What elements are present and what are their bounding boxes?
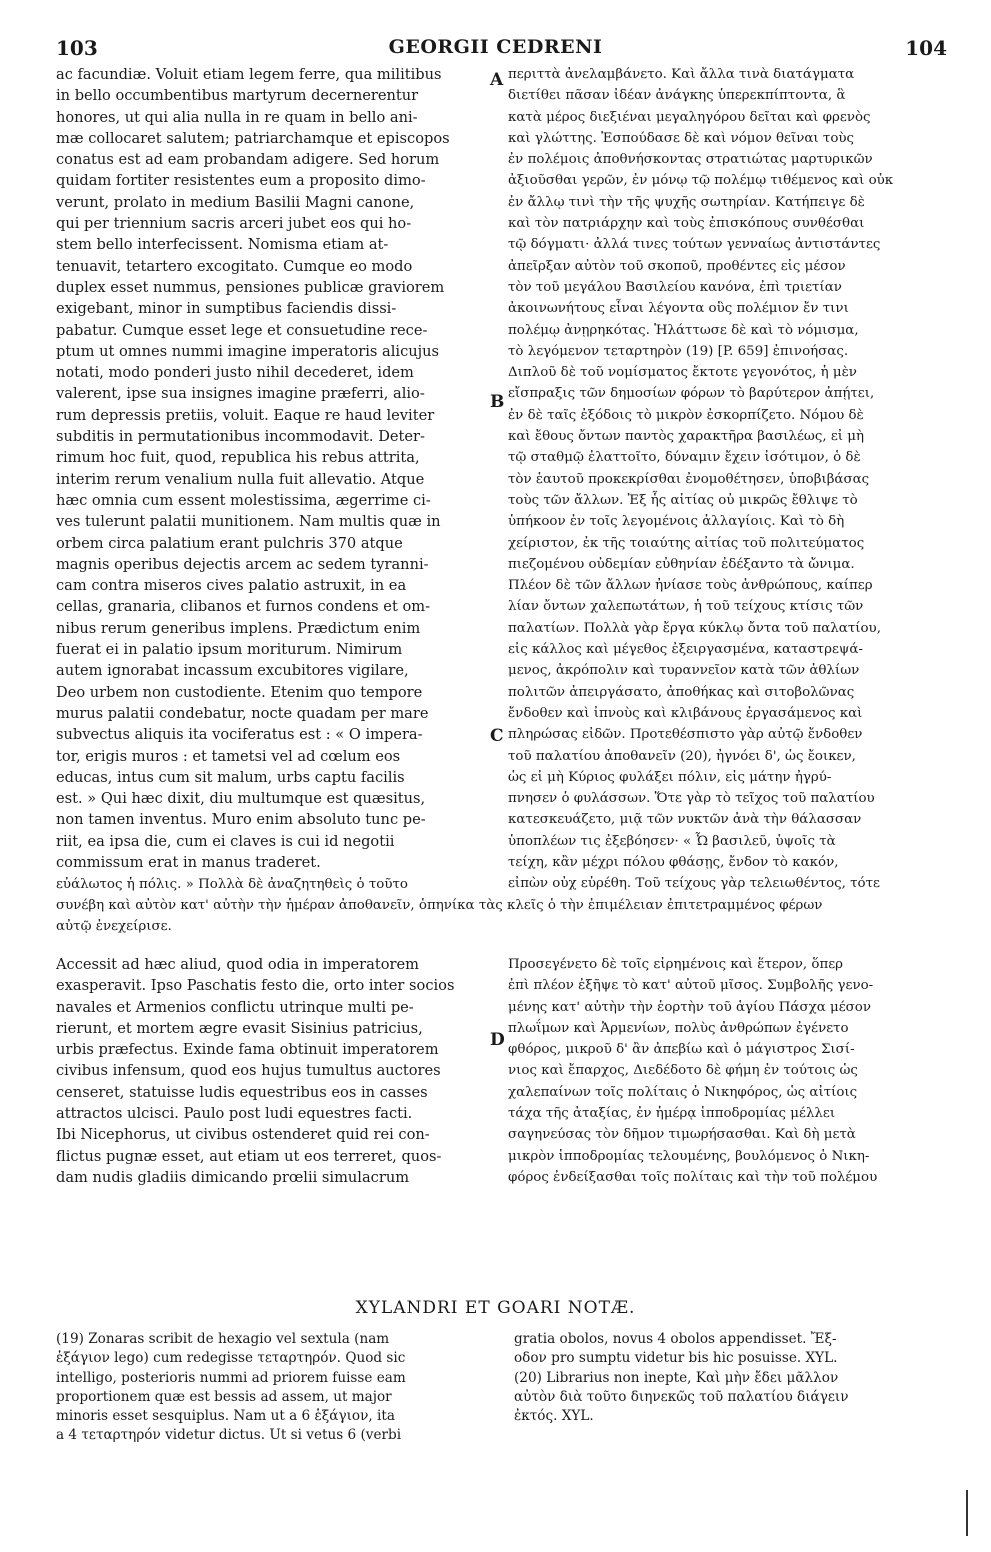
greek-text-line: χείριστον, ἐκ τῆς τοιαύτης αἰτίας τοῦ πολιτεύματος (508, 535, 865, 551)
greek-text-line: εὐάλωτος ἡ πόλις. » Πολλὰ δὲ ἀναζητηθεὶς ὁ τοῦτο (56, 877, 408, 892)
note-line: (19) Zonaras scribit de hexagio vel sextula (nam (56, 1331, 390, 1347)
notes-heading: XYLANDRI ET GOARI NOTÆ. (355, 1298, 636, 1318)
note-line: (20) Librarius non inepte, Καὶ μὴν ἔδει μᾶλλον (514, 1369, 839, 1386)
latin-text-line: honores, ut qui alia nulla in re quam in bello ani- (56, 108, 418, 126)
greek-text-line: πληρώσας εἰδῶν. Προτεθέσπιστο γὰρ αὐτῷ ἔνδοθεν (508, 727, 863, 743)
page-number-left: 103 (56, 36, 98, 60)
latin-text-line: rimum hoc fuit, quod, republica his rebus attrita, (56, 449, 420, 467)
latin-text-line: murus palatii condebatur, nocte quadam per mare (56, 704, 429, 722)
latin-text-line: ptum ut omnes nummi imagine imperatoris alicujus (56, 342, 440, 360)
latin-text-line: magnis operibus dejectis arcem ac sedem tyranni- (56, 555, 429, 573)
greek-text-line: φόρος ἐνδείξασθαι τοῖς πολίταις καὶ τὴν τοῦ πολέμου (508, 1169, 878, 1185)
greek-text-line: ἐν ἄλλῳ τινὶ τὴν τῆς ψυχῆς σωτηρίαν. Κατήπειγε δὲ (508, 194, 865, 210)
latin-text-line: verunt, prolato in medium Basilii Magni canone, (56, 193, 415, 211)
latin-text-line: valerent, ipse sua insignes imagine præferri, alio- (56, 385, 425, 403)
latin-text-line: tor, erigis muros : et tametsi vel ad cœlum eos (56, 747, 401, 765)
greek-text-line: ἐν πολέμοις ἀποθνήσκοντας στρατιώτας μαρτυρικῶν (508, 152, 873, 168)
note-line: intelligo, posterioris nummi ad priorem fuisse eam (56, 1369, 406, 1386)
greek-text-line: μικρὸν ἱπποδρομίας τελουμένης, βουλόμενος ὁ Νικη- (508, 1148, 870, 1164)
greek-text-line: πιεζομένου οὐδεμίαν εὐθηνίαν ἐδέξαντο τὰ ὤνιμα. (508, 556, 855, 572)
greek-text-line: πολέμῳ ἀνῃρηκότας. Ἠλάττωσε δὲ καὶ τὸ νόμισμα, (508, 322, 859, 338)
greek-text-line: παλατίων. Πολλὰ γὰρ ἔργα κύκλῳ ὄντα τοῦ παλατίου, (508, 620, 881, 636)
greek-full-width-lines (56, 874, 944, 937)
greek-text-line: ἀκοινωνήτους εἶναι λέγοντα οὓς πολέμιον ἔν τινι (508, 301, 849, 317)
latin-text-line: autem ignorabat incassum excubitores vigilare, (56, 662, 409, 680)
greek-text-line: χαλεπαίνων τοῖς πολίταις ὁ Νικηφόρος, ὡς αἰτίοις (508, 1084, 858, 1100)
greek-text-line: Προσεγένετο δὲ τοῖς εἰρημένοις καὶ ἕτερον, ὅπερ (508, 957, 844, 972)
note-line: minoris esset sesquiplus. Nam ut a 6 ἑξάγιον, ita (56, 1408, 395, 1425)
latin-text-line: commissum erat in manus traderet. (56, 853, 321, 871)
note-line: ἐκτός. XYL. (514, 1408, 594, 1425)
greek-text-line: πνησεν ὁ φυλάσσων. Ὅτε γὰρ τὸ τεῖχος τοῦ παλατίου (508, 791, 875, 807)
greek-text-line: φθόρος, μικροῦ δ' ἂν ἀπεβίω καὶ ὁ μάγιστρος Σισί- (508, 1042, 855, 1058)
greek-text-line: τάχα τῆς ἀταξίας, ἐν ἡμέρᾳ ἱπποδρομίας μέλλει (508, 1106, 836, 1122)
latin-text-line: ves tulerunt palatii munitionem. Nam multis quæ in (56, 513, 441, 531)
greek-text-line: κατὰ μέρος διεξιέναι μεγαληγόρου δεῖται καὶ φρενὸς (508, 109, 871, 125)
greek-text-line: μενος, ἀκρόπολιν καὶ τυραννεῖον κατὰ τῶν ἀθλίων (508, 663, 860, 679)
latin-text-line: in bello occumbentibus martyrum decernerentur (56, 87, 419, 105)
greek-text-line: καὶ τὸν πατριάρχην καὶ τοὺς ἐπισκόπους συνθέσθαι (508, 216, 865, 232)
greek-text-line: ἀξιοῦσθαι γερῶν, ἐν μόνῳ τῷ πολέμῳ τιθέμενος καὶ οὐκ (508, 173, 894, 189)
note-line: gratia obolos, novus 4 obolos appendisset. Ἔξ- (514, 1331, 837, 1347)
latin-text-line: ac facundiæ. Voluit etiam legem ferre, qua militibus (56, 66, 442, 83)
latin-text-line: exasperavit. Ipso Paschatis festo die, orto inter socios (56, 977, 455, 995)
greek-text-line: εἴσπραξις τῶν δημοσίων φόρων τὸ βαρύτερον ἀπῄτει, (508, 386, 875, 402)
greek-text-line: περιττὰ ἀνελαμβάνετο. Καὶ ἄλλα τινὰ διατάγματα (508, 67, 855, 82)
latin-text-line: censeret, statuisse ludis equestribus eos in casses (56, 1083, 428, 1101)
section-marker-d: D (490, 1030, 505, 1050)
greek-text-line: ἐπὶ πλέον ἐξῆψε τὸ κατ' αὐτοῦ μῖσος. Συμβολῆς γενο- (508, 978, 874, 994)
latin-text-line: Deo urbem non custodiente. Etenim quo tempore (56, 683, 423, 701)
greek-text-line: εἰπὼν οὐχ εὑρέθη. Τοῦ τείχους γὰρ τελειωθέντος, τότε (508, 876, 880, 892)
note-line: αὐτὸν διὰ τοῦτο διηνεκῶς τοῦ παλατίου διάγειν (514, 1388, 849, 1405)
section-marker-c: C (490, 726, 504, 746)
greek-text-line: Διπλοῦ δὲ τοῦ νομίσματος ἔκτοτε γεγονότος, ἡ μὲν (508, 365, 857, 381)
latin-text-line: Ibi Nicephorus, ut civibus ostenderet quid rei con- (56, 1126, 430, 1144)
latin-text-line: rum depressis pretiis, voluit. Eaque re haud leviter (56, 406, 435, 424)
greek-column-top (508, 64, 944, 895)
notes-left-column (56, 1330, 496, 1446)
latin-text-line: Accessit ad hæc aliud, quod odia in imperatorem (56, 956, 419, 973)
latin-text-line: quidam fortiter resistentes eum a proposito dimo- (56, 172, 426, 190)
latin-text-line: educas, intus cum sit malum, urbs captu facilis (56, 768, 405, 786)
latin-text-line: urbis præfectus. Exinde fama obtinuit imperatorem (56, 1041, 439, 1059)
greek-column-bottom (508, 954, 944, 1188)
latin-text-line: pabatur. Cumque esset lege et consuetudine rece- (56, 321, 428, 339)
greek-text-line: τῷ δόγματι· ἀλλά τινες τούτων γενναίως ἀντιστάντες (508, 237, 881, 253)
greek-text-line: ἐν δὲ ταῖς ἐξόδοις τὸ μικρὸν ἐσκορπίζετο. Νόμου δὲ (508, 407, 864, 423)
greek-text-line: ὑπήκοον ἐν τοῖς λεγομένοις ἀλλαγίοις. Καὶ τὸ δὴ (508, 514, 845, 530)
latin-text-line: subditis in permutationibus incommodavit. Deter- (56, 428, 425, 446)
greek-text-line: πλωΐμων καὶ Ἀρμενίων, πολὺς ἀνθρώπων ἐγένετο (508, 1020, 849, 1036)
greek-text-line: ἀπεῖρξαν αὐτὸν τοῦ σκοποῦ, προθέντες εἰς μέσον (508, 258, 846, 274)
greek-text-line: αὐτῷ ἐνεχείρισε. (56, 919, 172, 934)
latin-text-line: nibus rerum generibus implens. Prædictum enim (56, 619, 421, 637)
greek-text-line: διετίθει πᾶσαν ἰδέαν ἀνάγκης ὑπερεκπίπτοντα, ἃ (508, 88, 846, 104)
latin-text-line: mæ collocaret salutem; patriarchamque et episcopos (56, 129, 450, 147)
note-line: ἑξάγιον lego) cum redegisse τεταρτηρόν. Quod sic (56, 1350, 406, 1367)
note-line: οδον pro sumptu videtur bis hic posuisse. XYL. (514, 1350, 838, 1367)
latin-text-line: flictus pugnæ esset, aut etiam ut eos terreret, quos- (56, 1147, 442, 1165)
greek-text-line: τῷ σταθμῷ ἐλαττοῖτο, δύναμιν ἔχειν ἰσότιμον, ὁ δὲ (508, 450, 861, 466)
greek-text-line: εἰς κάλλος καὶ μέγεθος ἐξειργασμένα, καταστρεψά- (508, 642, 863, 658)
page-number-right: 104 (905, 36, 947, 60)
latin-text-line: interim rerum venalium nulla fuit allevatio. Atque (56, 470, 425, 488)
latin-text-line: qui per triennium sacris arceri jubet eos qui ho- (56, 215, 412, 233)
latin-column-top (56, 64, 488, 873)
latin-text-line: non tamen inventus. Muro enim absoluto tunc pe- (56, 811, 426, 829)
latin-text-line: est. » Qui hæc dixit, diu multumque est quæsitus, (56, 790, 426, 808)
greek-text-line: συνέβη καὶ αὐτὸν κατ' αὐτὴν τὴν ἡμέραν ἀποθανεῖν, ὁπηνίκα τὰς κλεῖς ὁ τὴν ἐπιμέλειαν ἐπιτετραμμένος φέρων (56, 898, 823, 913)
latin-text-line: notati, modo ponderi justo nihil decederet, idem (56, 364, 414, 382)
latin-text-line: attractos ulcisci. Paulo post ludi equestres facti. (56, 1105, 413, 1123)
latin-text-line: subvectus aliquis ita vociferatus est : « O impera- (56, 726, 423, 744)
latin-text-line: tenuavit, tetartero excogitato. Cumque eo modo (56, 257, 413, 275)
latin-text-line: duplex esset nummus, pensiones publicæ graviorem (56, 278, 445, 296)
note-line: a 4 τεταρτηρόν videtur dictus. Ut si vetus 6 (verbi (56, 1427, 402, 1444)
latin-text-line: riit, ea ipsa die, cum ei claves is cui id negotii (56, 832, 395, 850)
greek-text-line: σαγηνεύσας τὸν δῆμον τιμωρήσασθαι. Καὶ δὴ μετὰ (508, 1127, 856, 1143)
greek-text-line: τοῦ παλατίου ἀποθανεῖν (20), ἠγνόει δ', ὡς ἔοικεν, (508, 748, 856, 764)
section-marker-a: A (490, 70, 504, 90)
latin-text-line: cellas, granaria, clibanos et furnos condens et om- (56, 598, 431, 616)
greek-text-line: λίαν ὄντων χαλεπωτάτων, ἡ τοῦ τείχους κτίσις τῶν (508, 599, 864, 615)
latin-text-line: rierunt, et mortem ægre evasit Sisinius patricius, (56, 1019, 423, 1037)
margin-rule (966, 1490, 968, 1536)
latin-text-line: navales et Armenios conflictu utrinque multi pe- (56, 998, 414, 1016)
greek-text-line: τείχη, κἂν μέχρι πόλου φθάσῃς, ἔνδον τὸ κακόν, (508, 854, 839, 870)
greek-text-line: καὶ ἔθους ὄντων παντὸς χαρακτῆρα βασιλέως, εἰ μὴ (508, 429, 865, 445)
latin-text-line: conatus est ad eam probandam adigere. Sed horum (56, 151, 440, 169)
greek-text-line: μένης κατ' αὐτὴν τὴν ἑορτὴν τοῦ ἁγίου Πάσχα μέσον (508, 999, 871, 1015)
greek-text-line: Πλέον δὲ τῶν ἄλλων ἠνίασε τοὺς ἀνθρώπους, καίπερ (508, 578, 873, 594)
latin-text-line: orbem circa palatium erant pulchris 370 atque (56, 534, 403, 552)
greek-text-line: τὸν τοῦ μεγάλου Βασιλείου κανόνα, ἐπὶ τριετίαν (508, 279, 842, 295)
running-title: GEORGII CEDRENI (388, 36, 603, 58)
notes-right-column (514, 1330, 944, 1426)
latin-text-line: cam contra miseros cives palatio astruxit, in ea (56, 577, 407, 595)
greek-text-line: τοὺς τῶν ἄλλων. Ἐξ ἧς αἰτίας οὐ μικρῶς ἔθλιψε τὸ (508, 492, 858, 508)
latin-text-line: exigebant, minor in sumptibus faciendis dissi- (56, 300, 397, 318)
greek-text-line: τὸν ἑαυτοῦ προκεκρίσθαι ἐνομοθέτησεν, ὑποβιβάσας (508, 471, 870, 487)
latin-text-line: civibus infensum, quod eos hujus tumultus auctores (56, 1062, 441, 1080)
latin-column-bottom (56, 954, 488, 1188)
latin-text-line: fuerat ei in palatio ipsum moriturum. Nimirum (56, 641, 403, 659)
greek-text-line: ἔνδοθεν καὶ ἰπνοὺς καὶ κλιβάνους ἐργασάμενος καὶ (508, 705, 863, 721)
latin-text-line: hæc omnia cum essent molestissima, ægerrime ci- (56, 491, 431, 509)
greek-text-line: πολιτῶν ἀπειργάσατο, ἀποθήκας καὶ σιτοβολῶνας (508, 684, 855, 700)
note-line: proportionem quæ est bessis ad assem, ut major (56, 1388, 392, 1405)
greek-text-line: τὸ λεγόμενον τεταρτηρὸν (19) [P. 659] ἐπινοήσας. (508, 343, 849, 359)
latin-text-line: stem bello interfecissent. Nomisma etiam at- (56, 236, 389, 254)
greek-text-line: κατεσκευάζετο, μιᾷ τῶν νυκτῶν ἀνὰ τὴν θάλασσαν (508, 812, 862, 828)
section-marker-b: B (490, 392, 505, 412)
greek-text-line: ὡς εἰ μὴ Κύριος φυλάξει πόλιν, εἰς μάτην ἠγρύ- (508, 769, 832, 785)
greek-text-line: ὑποπλέων τις ἐξεβόησεν· « Ὦ βασιλεῦ, ὑψοῖς τὰ (508, 833, 836, 849)
latin-text-line: dam nudis gladiis dimicando prœlii simulacrum (56, 1168, 410, 1186)
greek-text-line: καὶ γλώττης. Ἐσπούδασε δὲ καὶ νόμον θεῖναι τοὺς (508, 130, 855, 146)
greek-text-line: νιος καὶ ἔπαρχος, Διεδέδοτο δὲ φήμη ἐν τούτοις ὡς (508, 1063, 858, 1079)
